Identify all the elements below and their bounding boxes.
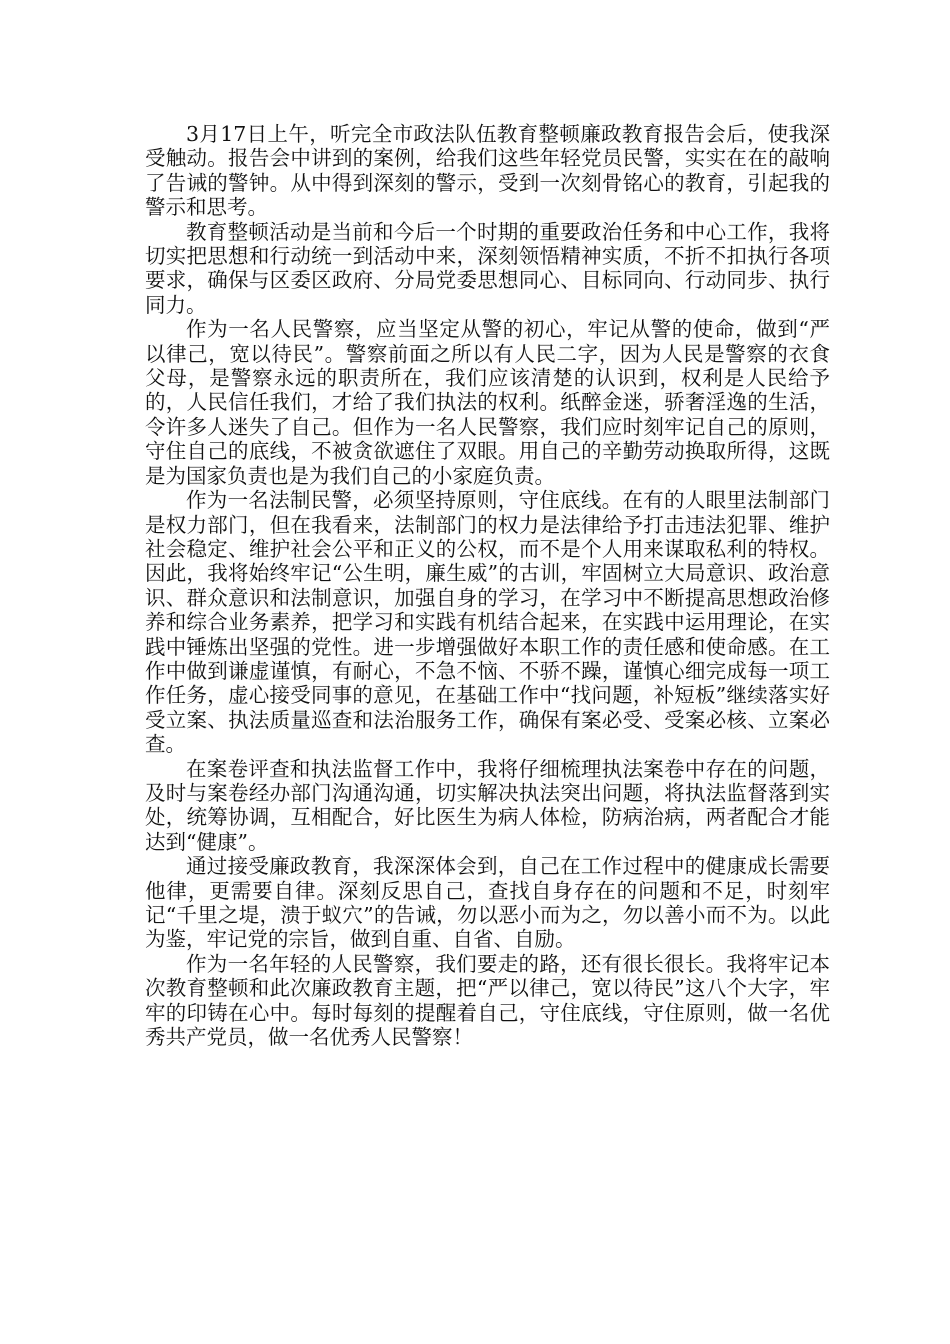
paragraph-2: 教育整顿活动是当前和今后一个时期的重要政治任务和中心工作，我将切实把思想和行动统一到活动中来，深刻领悟精神实质，不折不扣执行各项要求，确保与区委区政府、分局党委思想同心、目标同向、行动同步、执行同力。	[145, 219, 830, 317]
document-body	[145, 122, 830, 1049]
paragraph-1: 3月17日上午，听完全市政法队伍教育整顿廉政教育报告会后，使我深受触动。报告会中讲到的案例，给我们这些年轻党员民警，实实在在的敲响了告诫的警钟。从中得到深刻的警示，受到一次刻骨铭心的教育，引起我的警示和思考。	[145, 122, 830, 220]
paragraph-7: 作为一名年轻的人民警察，我们要走的路，还有很长很长。我将牢记本次教育整顿和此次廉政教育主题，把“严以律己，宽以待民”这八个大字，牢牢的印铸在心中。每时每刻的提醒着自己，守住底线，守住原则，做一名优秀共产党员，做一名优秀人民警察！	[145, 951, 830, 1050]
paragraph-5: 在案卷评查和执法监督工作中，我将仔细梳理执法案卷中存在的问题，及时与案卷经办部门沟通沟通，切实解决执法突出问题，将执法监督落到实处，统筹协调，互相配合，好比医生为病人体检，防病治病，两者配合才能达到“健康”。	[145, 756, 830, 854]
paragraph-6: 通过接受廉政教育，我深深体会到，自己在工作过程中的健康成长需要他律，更需要自律。深刻反思自己，查找自身存在的问题和不足，时刻牢记“千里之堤，溃于蚁穴”的告诫，勿以恶小而为之，勿以善小而不为。以此为鉴，牢记党的宗旨，做到自重、自省、自励。	[145, 854, 830, 952]
paragraph-4: 作为一名法制民警，必须坚持原则，守住底线。在有的人眼里法制部门是权力部门，但在我看来，法制部门的权力是法律给予打击违法犯罪、维护社会稳定、维护社会公平和正义的公权，而不是个人用来谋取私利的特权。因此，我将始终牢记“公生明，廉生威”的古训，牢固树立大局意识、政治意识、群众意识和法制意识，加强自身的学习，在学习中不断提高思想政治修养和综合业务素养，把学习和实践有机结合起来，在实践中运用理论，在实践中锤炼出坚强的党性。进一步增强做好本职工作的责任感和使命感。在工作中做到谦虚谨慎，有耐心，不急不恼、不骄不躁，谨慎心细完成每一项工作任务，虚心接受同事的意见，在基础工作中“找问题，补短板”继续落实好受立案、执法质量巡查和法治服务工作，确保有案必受、受案必核、立案必查。	[145, 488, 830, 757]
paragraph-3: 作为一名人民警察，应当坚定从警的初心，牢记从警的使命，做到“严以律己，宽以待民”。警察前面之所以有人民二字，因为人民是警察的衣食父母，是警察永远的职责所在，我们应该清楚的认识到，权利是人民给予的，人民信任我们，才给了我们执法的权利。纸醉金迷，骄奢淫逸的生活，令许多人迷失了自己。但作为一名人民警察，我们应时刻牢记自己的原则，守住自己的底线，不被贪欲遮住了双眼。用自己的辛勤劳动换取所得，这既是为国家负责也是为我们自己的小家庭负责。	[145, 317, 830, 488]
